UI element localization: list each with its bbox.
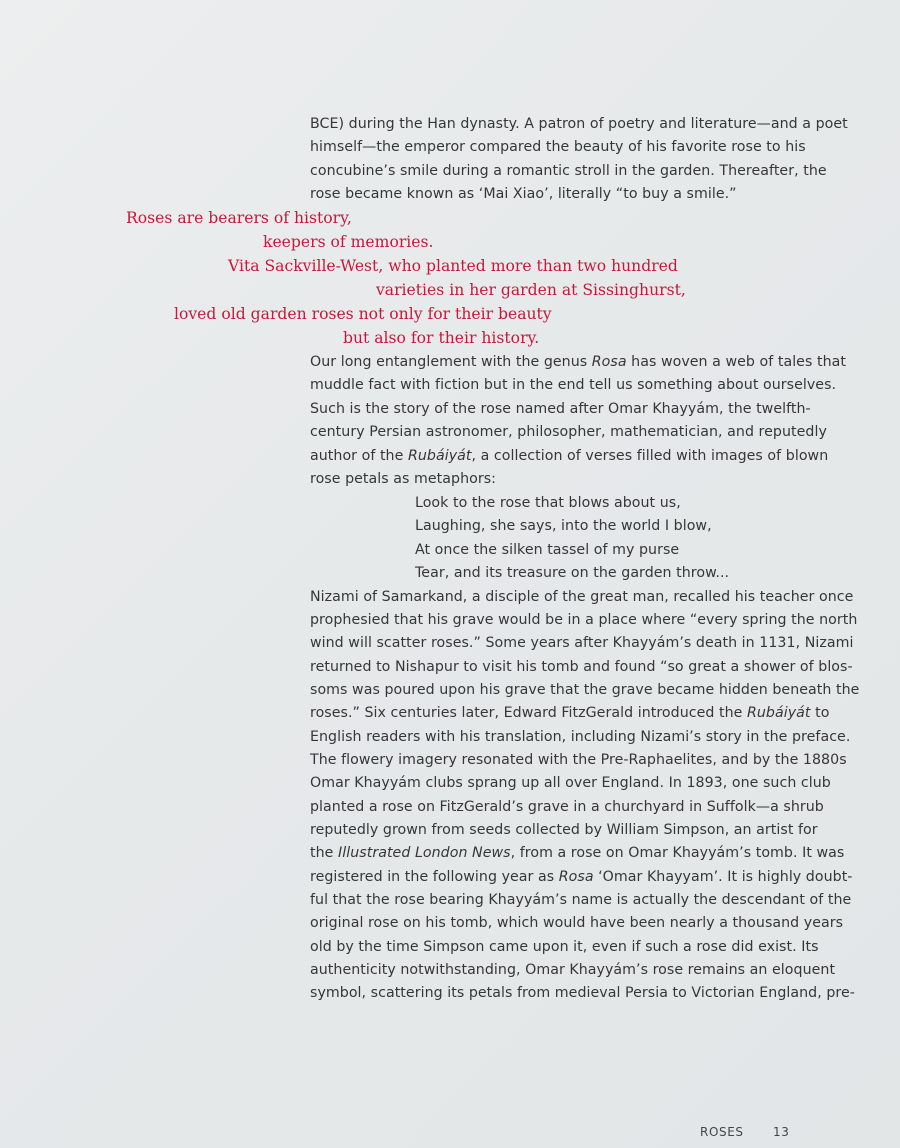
opening-line: rose became known as ‘Mai Xiao’, literally “to buy a smile.”	[310, 186, 737, 202]
running-head: ROSES	[700, 1125, 744, 1139]
opening-line: concubine’s smile during a romantic stroll in the garden. Thereafter, the	[310, 163, 827, 179]
italic-title: Rubáiyát	[746, 705, 811, 721]
body-line: Our long entanglement with the genus Rosa has woven a web of tales that	[310, 354, 846, 370]
body-line: symbol, scattering its petals from medieval Persia to Victorian England, pre-	[310, 985, 855, 1001]
opening-line: BCE) during the Han dynasty. A patron of poetry and literature—and a poet	[310, 116, 848, 132]
pull-quote-line: loved old garden roses not only for their beauty	[174, 305, 552, 323]
body-line: planted a rose on FitzGerald’s grave in a churchyard in Suffolk—a shrub	[310, 799, 824, 815]
body-line: prophesied that his grave would be in a place where “every spring the north	[310, 612, 858, 628]
body-line: Omar Khayyám clubs sprang up all over England. In 1893, one such club	[310, 775, 831, 791]
body-line: ful that the rose bearing Khayyám’s name is actually the descendant of the	[310, 892, 852, 908]
verse-line: At once the silken tassel of my purse	[415, 542, 680, 558]
body-line: the Illustrated London News, from a rose on Omar Khayyám’s tomb. It was	[310, 845, 845, 861]
italic-term: Rosa	[591, 354, 627, 370]
verse-line: Tear, and its treasure on the garden throw...	[415, 565, 730, 581]
body-line: registered in the following year as Rosa ‘Omar Khayyam’. It is highly doubt-	[310, 869, 853, 885]
body-line: muddle fact with fiction but in the end tell us something about ourselves.	[310, 377, 837, 393]
opening-line: himself—the emperor compared the beauty of his favorite rose to his	[310, 139, 806, 155]
body-line: returned to Nishapur to visit his tomb and found “so great a shower of blos-	[310, 659, 853, 675]
body-line: roses.” Six centuries later, Edward FitzGerald introduced the Rubáiyát to	[310, 705, 830, 721]
italic-title: Illustrated London News	[338, 845, 511, 861]
pull-quote-line: but also for their history.	[343, 329, 540, 347]
body-line: authenticity notwithstanding, Omar Khayyám’s rose remains an eloquent	[310, 962, 836, 978]
body-line: The flowery imagery resonated with the Pre-Raphaelites, and by the 1880s	[310, 752, 847, 768]
pull-quote-line: Vita Sackville-West, who planted more than two hundred	[228, 257, 678, 275]
italic-title: Rubáiyát	[407, 448, 472, 464]
body-line: Nizami of Samarkand, a disciple of the great man, recalled his teacher once	[310, 589, 854, 605]
italic-term: Rosa	[558, 869, 594, 885]
body-line: wind will scatter roses.” Some years after Khayyám’s death in 1131, Nizami	[310, 635, 854, 651]
body-line: original rose on his tomb, which would have been nearly a thousand years	[310, 915, 844, 931]
pull-quote-line: keepers of memories.	[263, 233, 434, 251]
body-line: rose petals as metaphors:	[310, 471, 496, 487]
body-line: English readers with his translation, including Nizami’s story in the preface.	[310, 729, 851, 745]
pull-quote-line: Roses are bearers of history,	[126, 209, 352, 227]
body-line: reputedly grown from seeds collected by William Simpson, an artist for	[310, 822, 818, 838]
page-number: 13	[773, 1125, 790, 1139]
body-line: Such is the story of the rose named after Omar Khayyám, the twelfth-	[310, 401, 811, 417]
body-line: old by the time Simpson came upon it, even if such a rose did exist. Its	[310, 939, 819, 955]
body-line: century Persian astronomer, philosopher, mathematician, and reputedly	[310, 424, 827, 440]
verse-line: Look to the rose that blows about us,	[415, 495, 681, 511]
pull-quote-line: varieties in her garden at Sissinghurst,	[376, 281, 686, 299]
body-line: author of the Rubáiyát, a collection of verses filled with images of blown	[310, 448, 829, 464]
body-line: soms was poured upon his grave that the grave became hidden beneath the	[310, 682, 860, 698]
verse-line: Laughing, she says, into the world I blow,	[415, 518, 712, 534]
